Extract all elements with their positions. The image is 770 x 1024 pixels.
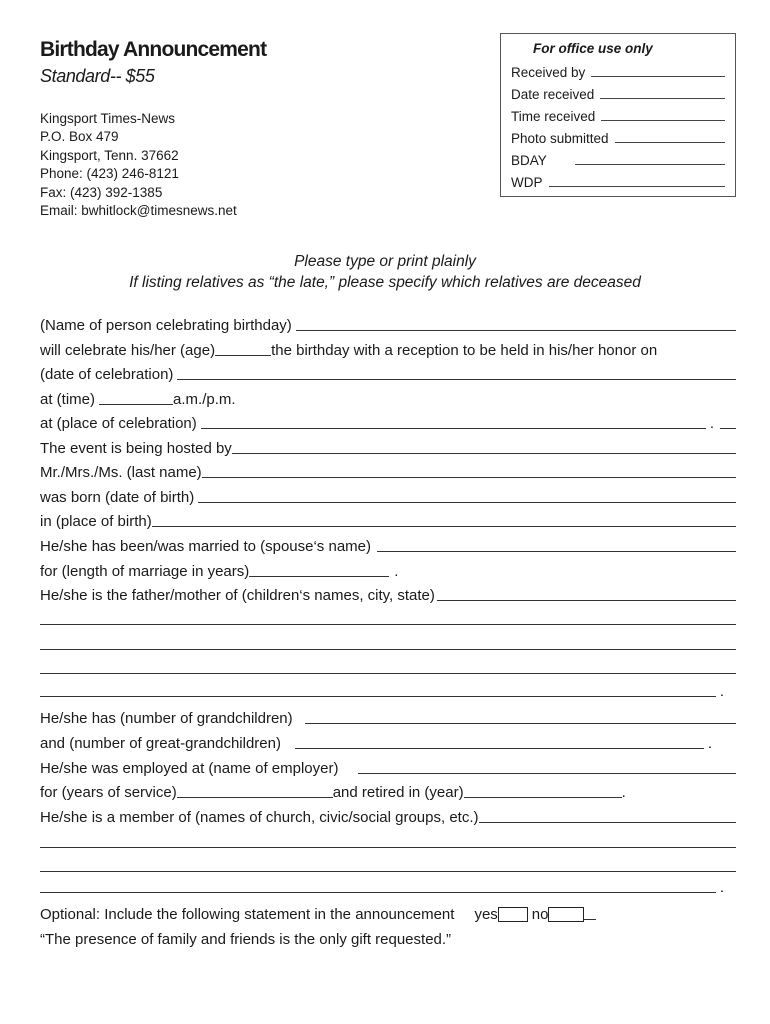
retired-period: .: [621, 784, 626, 801]
office-received-by: [511, 62, 725, 80]
children-field-last-line[interactable]: [40, 696, 716, 697]
contact-phone: Phone: (423) 246-8121: [40, 166, 179, 182]
office-wdp: [511, 172, 725, 190]
office-bday: [511, 150, 725, 168]
hosted-label: The event is being hosted by: [40, 440, 232, 457]
office-field-label: Photo submitted: [511, 131, 609, 146]
office-field-line[interactable]: [600, 98, 725, 99]
contact-email: Email: bwhitlock@timesnews.net: [40, 203, 237, 219]
row-years-service: [40, 781, 736, 801]
row-born: [40, 486, 736, 506]
member-field-last-line[interactable]: [40, 892, 716, 893]
place-field-tail: [720, 428, 736, 429]
row-optional: [40, 903, 736, 923]
member-label: He/she is a member of (names of church, civic/social groups, etc.): [40, 809, 479, 826]
married-label: He/she has been/was married to (spouse‘s name): [40, 538, 371, 555]
spouse-field[interactable]: [377, 551, 736, 552]
great-grandchildren-field[interactable]: [295, 748, 704, 749]
children-field[interactable]: [437, 600, 736, 601]
office-field-line[interactable]: [549, 186, 726, 187]
time-field[interactable]: [99, 404, 173, 405]
row-name: [40, 314, 736, 334]
children-field-extra-line[interactable]: [40, 623, 736, 625]
gift-statement: “The presence of family and friends is the only gift requested.”: [40, 931, 452, 948]
office-field-line[interactable]: [591, 76, 725, 77]
age-field[interactable]: [215, 355, 271, 356]
retired-label: and retired in (year): [332, 784, 464, 801]
born-label: was born (date of birth): [40, 489, 195, 506]
row-age: [40, 339, 736, 359]
office-time-received: [511, 106, 725, 124]
no-label: no: [531, 906, 549, 923]
marriage-length-field[interactable]: [249, 576, 389, 577]
children-field-extra-line[interactable]: [40, 648, 736, 650]
office-field-label: BDAY: [511, 153, 547, 168]
office-field-label: Received by: [511, 65, 586, 80]
lastname-label: Mr./Mrs./Ms. (last name): [40, 464, 202, 481]
row-children: [40, 584, 736, 604]
yes-label: yes: [474, 906, 498, 923]
marriage-length-label: for (length of marriage in years): [40, 563, 250, 580]
yes-checkbox[interactable]: [498, 907, 528, 922]
member-field-extra-line[interactable]: [40, 846, 736, 848]
place-period: .: [709, 415, 714, 432]
optional-label: Optional: Include the following statement in the announcement: [40, 906, 455, 923]
years-service-label: for (years of service): [40, 784, 177, 801]
row-date: [40, 363, 736, 383]
row-member: [40, 806, 736, 826]
grandchildren-field[interactable]: [305, 723, 736, 724]
row-great-grandchildren: [40, 732, 736, 752]
row-place: [40, 412, 736, 432]
instruction-line-2: If listing relatives as “the late,” please specify which relatives are deceased: [129, 274, 641, 291]
row-member-last: [40, 876, 736, 896]
member-field-extra-line[interactable]: [40, 870, 736, 872]
time-suffix: a.m./p.m.: [173, 391, 236, 408]
grandchildren-label: He/she has (number of grandchildren): [40, 710, 293, 727]
children-label: He/she is the father/mother of (children‘s names, city, state): [40, 587, 435, 604]
birthplace-label: in (place of birth): [40, 513, 152, 530]
price-label: Standard-- $55: [40, 66, 155, 86]
row-statement: [40, 928, 736, 948]
office-use-title: For office use only: [533, 41, 653, 56]
row-children-last: [40, 680, 736, 700]
office-field-line[interactable]: [575, 164, 725, 165]
row-employer: [40, 757, 736, 777]
row-time: [40, 388, 736, 408]
row-grandchildren: [40, 707, 736, 727]
office-field-label: Time received: [511, 109, 596, 124]
date-label: (date of celebration): [40, 366, 174, 383]
hosted-field[interactable]: [232, 453, 736, 454]
office-field-label: Date received: [511, 87, 595, 102]
great-grandchildren-label: and (number of great-grandchildren): [40, 735, 281, 752]
form-title: Birthday Announcement: [40, 38, 267, 61]
birthplace-field[interactable]: [152, 526, 736, 527]
employer-field[interactable]: [358, 773, 736, 774]
contact-line: P.O. Box 479: [40, 129, 119, 145]
contact-fax: Fax: (423) 392-1385: [40, 184, 163, 200]
time-label: at (time): [40, 391, 96, 408]
marriage-length-period: .: [394, 563, 399, 580]
celebrate-suffix: the birthday with a reception to be held in his/her honor on: [271, 342, 658, 359]
name-label: (Name of person celebrating birthday): [40, 317, 292, 334]
retired-year-field[interactable]: [464, 797, 622, 798]
name-field[interactable]: [296, 330, 736, 331]
member-field[interactable]: [479, 822, 736, 823]
row-hosted: [40, 437, 736, 457]
lastname-field[interactable]: [202, 477, 736, 478]
office-use-box: [500, 33, 736, 197]
place-field[interactable]: [201, 428, 706, 429]
row-married: [40, 535, 736, 555]
contact-line: Kingsport Times-News: [40, 111, 176, 126]
row-lastname: [40, 461, 736, 481]
office-date-received: [511, 84, 725, 102]
born-field[interactable]: [198, 502, 736, 503]
date-field[interactable]: [177, 379, 736, 380]
row-birthplace: [40, 510, 736, 530]
contact-block: [40, 110, 237, 220]
office-field-line[interactable]: [601, 120, 725, 121]
office-photo-submitted: [511, 128, 725, 146]
contact-line: Kingsport, Tenn. 37662: [40, 147, 179, 163]
office-field-line[interactable]: [615, 142, 725, 143]
row-marriage-length: [40, 560, 736, 580]
member-period: .: [719, 879, 724, 896]
great-grandchildren-period: .: [707, 735, 712, 752]
years-service-field[interactable]: [177, 797, 333, 798]
office-field-label: WDP: [511, 175, 543, 190]
children-field-extra-line[interactable]: [40, 672, 736, 674]
no-checkbox-tail: [584, 919, 596, 920]
children-period: .: [719, 683, 724, 700]
instruction-line-1: Please type or print plainly: [294, 253, 476, 270]
employer-label: He/she was employed at (name of employer): [40, 760, 339, 777]
place-label: at (place of celebration): [40, 415, 197, 432]
celebrate-prefix: will celebrate his/her (age): [40, 342, 216, 359]
no-checkbox[interactable]: [548, 907, 584, 922]
